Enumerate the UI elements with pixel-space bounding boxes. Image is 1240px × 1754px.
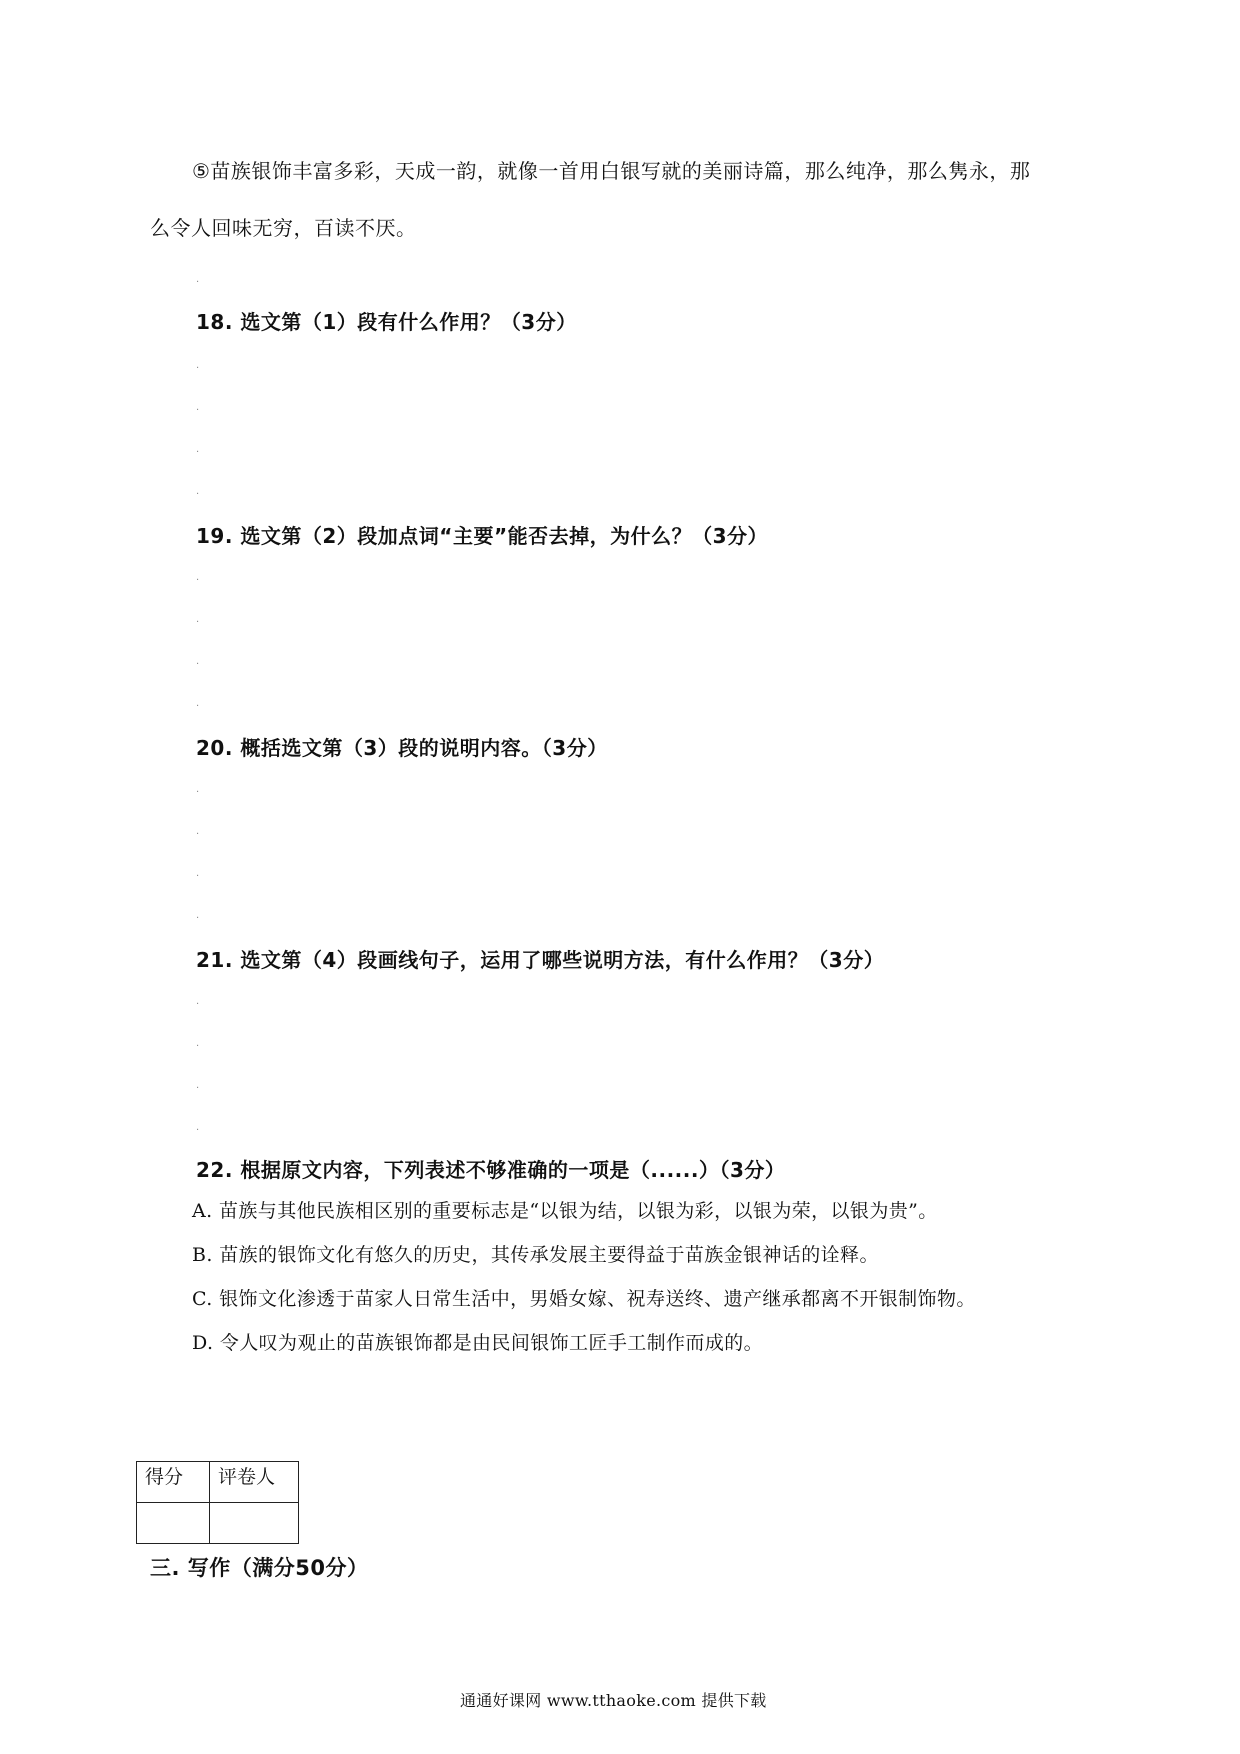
footer-source: 通通好课网 www.tthaoke.com 提供下载: [460, 1691, 767, 1710]
answer-line-marker: .: [196, 784, 200, 795]
answer-line-marker: .: [196, 360, 200, 371]
score-table-header-row: [137, 1462, 299, 1503]
grader-label: 评卷人: [210, 1462, 299, 1503]
answer-line-marker: .: [196, 402, 200, 413]
question-20: 20. 概括选文第（3）段的说明内容。（3分）: [196, 736, 608, 760]
answer-line-marker: .: [196, 444, 200, 455]
question-22: 22. 根据原文内容，下列表述不够准确的一项是（......）（3分）: [196, 1158, 786, 1182]
passage-line-1: ⑤苗族银饰丰富多彩，天成一韵，就像一首用白银写就的美丽诗篇，那么纯净，那么隽永，那: [192, 159, 1031, 183]
answer-line-marker: .: [196, 868, 200, 879]
grader-cell[interactable]: [210, 1503, 299, 1544]
option-a: A. 苗族与其他民族相区别的重要标志是“以银为结，以银为彩，以银为荣，以银为贵”。: [192, 1200, 938, 1222]
question-19: 19. 选文第（2）段加点词“主要”能否去掉，为什么？（3分）: [196, 524, 769, 548]
answer-line-marker: .: [196, 572, 200, 583]
answer-line-marker: .: [196, 1080, 200, 1091]
option-c: C. 银饰文化渗透于苗家人日常生活中，男婚女嫁、祝寿送终、遗产继承都离不开银制饰物。: [192, 1288, 976, 1310]
question-18: 18. 选文第（1）段有什么作用？（3分）: [196, 310, 577, 334]
answer-line-marker: .: [196, 698, 200, 709]
section-3-heading: 三. 写作（满分50分）: [150, 1556, 369, 1580]
question-21: 21. 选文第（4）段画线句子，运用了哪些说明方法，有什么作用？（3分）: [196, 948, 885, 972]
score-cell[interactable]: [137, 1503, 210, 1544]
answer-line-marker: .: [196, 996, 200, 1007]
blank-line-marker: .: [196, 274, 200, 285]
answer-line-marker: .: [196, 910, 200, 921]
passage-line-2: 么令人回味无穷，百读不厌。: [150, 216, 417, 240]
answer-line-marker: .: [196, 1122, 200, 1133]
answer-line-marker: .: [196, 614, 200, 625]
answer-line-marker: .: [196, 826, 200, 837]
score-label: 得分: [137, 1462, 210, 1503]
answer-line-marker: .: [196, 486, 200, 497]
option-b: B. 苗族的银饰文化有悠久的历史，其传承发展主要得益于苗族金银神话的诠释。: [192, 1244, 879, 1266]
score-table: [136, 1461, 299, 1544]
option-d: D. 令人叹为观止的苗族银饰都是由民间银饰工匠手工制作而成的。: [192, 1332, 764, 1354]
answer-line-marker: .: [196, 656, 200, 667]
answer-line-marker: .: [196, 1038, 200, 1049]
score-table-input-row: [137, 1503, 299, 1544]
